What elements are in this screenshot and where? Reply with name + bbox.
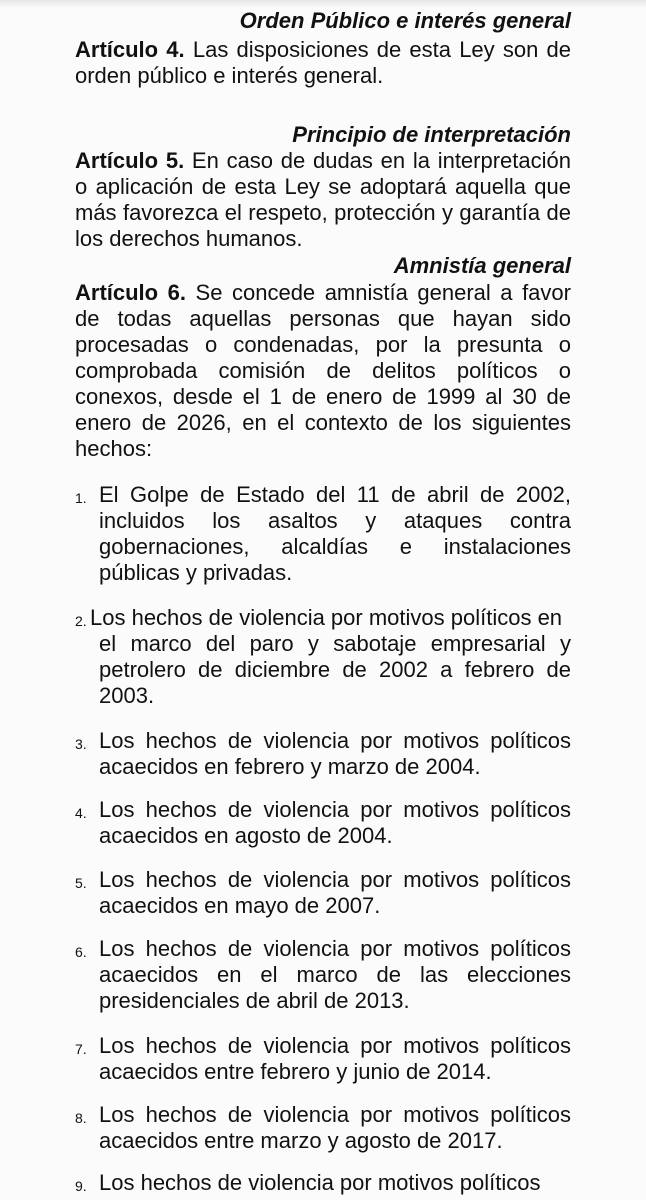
heading-amnistia-general: Amnistía general (393, 253, 571, 278)
article-5 (75, 148, 571, 252)
list-item-6 (75, 936, 571, 1014)
item-text: El Golpe de Estado del 11 de abril de 2002, incluidos los asaltos y ataques contra gobernaciones, alcaldías e instalaciones públicas y privadas. (99, 482, 571, 585)
item-number: 8. (75, 1110, 87, 1126)
article-4-text: Las disposiciones de esta Ley son de orden público e interés general. (75, 37, 571, 88)
item-text: Los hechos de violencia por motivos políticos acaecidos entre febrero y junio de 2014. (99, 1033, 571, 1084)
article-6-text: Se concede amnistía general a favor de todas aquellas personas que hayan sido procesadas o condenadas, por la presunta o comprobada comisión de delitos políticos o conexos, desde el 1 de enero de 1999 al 30 de enero de 2026, en el contexto de los siguientes hechos: (75, 280, 571, 461)
top-shadow (0, 0, 646, 8)
item-text (90, 605, 571, 709)
heading-principio-interpretacion: Principio de interpretación (292, 122, 571, 147)
item-text: Los hechos de violencia por motivos políticos acaecidos en agosto de 2004. (99, 797, 571, 848)
item-text: Los hechos de violencia por motivos políticos (99, 1170, 541, 1195)
list-item-9 (75, 1170, 571, 1196)
list-item-2 (75, 605, 571, 709)
item-number: 9. (75, 1178, 87, 1194)
item-number: 5. (75, 875, 87, 891)
article-6 (75, 280, 571, 462)
item-text: Los hechos de violencia por motivos políticos acaecidos en mayo de 2007. (99, 867, 571, 918)
list-item-8 (75, 1102, 571, 1154)
item-text-first-line: Los hechos de violencia por motivos políticos en (90, 605, 563, 630)
item-text: Los hechos de violencia por motivos políticos acaecidos en el marco de las elecciones presidenciales de abril de 2013. (99, 936, 571, 1013)
article-5-label: Artículo 5. (75, 148, 185, 173)
list-item-7 (75, 1033, 571, 1085)
item-number: 4. (75, 805, 87, 821)
article-6-label: Artículo 6. (75, 280, 186, 305)
item-text: Los hechos de violencia por motivos políticos acaecidos entre marzo y agosto de 2017. (99, 1102, 571, 1153)
item-text: Los hechos de violencia por motivos políticos acaecidos en febrero y marzo de 2004. (99, 728, 571, 779)
article-4-label: Artículo 4. (75, 37, 185, 62)
item-number: 1. (75, 490, 87, 506)
list-item-3 (75, 728, 571, 780)
list-item-5 (75, 867, 571, 919)
item-number: 3. (75, 736, 87, 752)
item-number: 6. (75, 944, 87, 960)
list-item-1 (75, 482, 571, 586)
list-item-4 (75, 797, 571, 849)
heading-orden-publico: Orden Público e interés general (239, 8, 571, 33)
item-text-continuation: el marco del paro y sabotaje empresarial y petrolero de diciembre de 2002 a febrero de 2003. (99, 631, 571, 708)
article-5-text: En caso de dudas en la interpretación o aplicación de esta Ley se adoptará aquella que más favorezca el respeto, protección y garantía de los derechos humanos. (75, 148, 571, 251)
article-4 (75, 37, 571, 89)
item-number: 7. (75, 1041, 87, 1057)
item-number: 2. (75, 613, 87, 629)
